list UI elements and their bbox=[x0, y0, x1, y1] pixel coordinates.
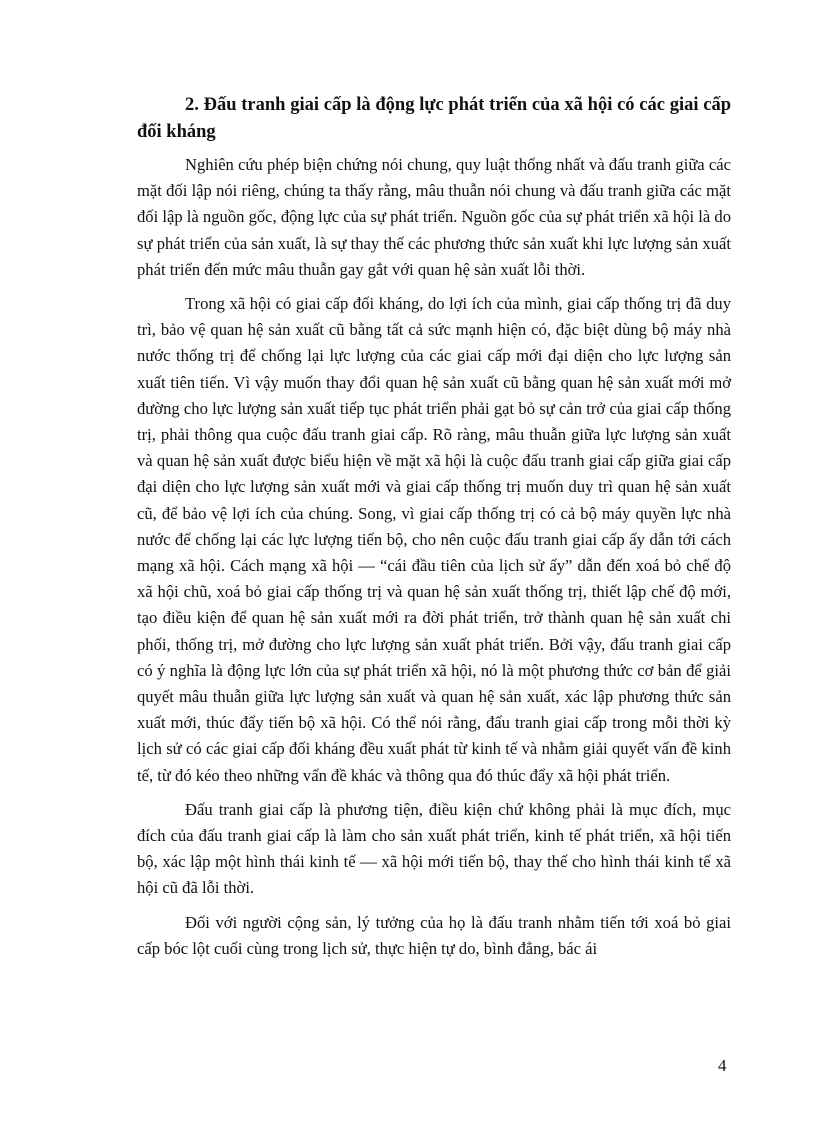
paragraph-1: Nghiên cứu phép biện chứng nói chung, quy luật thống nhất và đấu tranh giữa các mặt đối lập nói riêng, chúng ta thấy rằng, mâu thuẫn nói chung và đấu tranh giữa các mặt đối lập là nguồn gốc, động lực của sự phát triển. Nguồn gốc của sự phát triển xã hội là do sự phát triển của sản xuất, là sự thay thế các phương thức sản xuất khi lực lượng sản xuất phát triển đến mức mâu thuẫn gay gắt với quan hệ sản xuất lỗi thời. bbox=[137, 155, 731, 279]
paragraph-3: Đấu tranh giai cấp là phương tiện, điều kiện chứ không phải là mục đích, mục đích của đấu tranh giai cấp là làm cho sản xuất phát triển, kinh tế phát triển, xã hội tiến bộ, xác lập một hình thái kinh tế — xã hội mới tiến bộ, thay thế cho hình thái kinh tế xã hội cũ đã lỗi thời. bbox=[137, 799, 731, 898]
section-heading: 2. Đấu tranh giai cấp là động lực phát triển của xã hội có các giai cấp đối kháng bbox=[137, 95, 731, 142]
page-number: 4 bbox=[718, 1056, 727, 1075]
paragraph-4: Đối với người cộng sản, lý tưởng của họ là đấu tranh nhằm tiến tới xoá bỏ giai cấp bóc lột cuối cùng trong lịch sử, thực hiện tự do, bình đẳng, bác ái bbox=[137, 912, 731, 958]
paragraph-2: Trong xã hội có giai cấp đối kháng, do lợi ích của mình, giai cấp thống trị đã duy trì, bảo vệ quan hệ sản xuất cũ bằng tất cả sức mạnh hiện có, đặc biệt dùng bộ máy nhà nước thống trị để chống lại lực lượng của các giai cấp mới đại diện cho lực lượng sản xuất tiên tiến. Vì vậy muốn thay đổi quan hệ sản xuất cũ bằng quan hệ sản xuất mới mở đường cho lực lượng sản xuất tiếp tục phát triển phải gạt bỏ sự cản trở của giai cấp thống trị, phải thông qua cuộc đấu tranh giai cấp. Rõ ràng, mâu thuẫn giữa lực lượng sản xuất và quan hệ sản xuất được biểu hiện về mặt xã hội là cuộc đấu tranh giai cấp giữa giai cấp đại diện cho lực lượng sản xuất mới và giai cấp thống trị muốn duy trì quan hệ sản xuất cũ, để bảo vệ lợi ích của chúng. Song, vì giai cấp thống trị có cả bộ máy quyền lực nhà nước để chống lại các lực lượng tiến bộ, cho nên cuộc đấu tranh giai cấp ấy dẫn tới cách mạng xã hội. Cách mạng xã hội — “cái đầu tiên của lịch sử ấy” dẫn đến xoá bỏ chế độ xã hội chũ, xoá bỏ giai cấp thống trị và quan hệ sản xuất thống trị, thiết lập chế độ mới, tạo điều kiện để quan hệ sản xuất mới ra đời phát triển, trở thành quan hệ sản xuất chi phối, thống trị, mở đường cho lực lượng sản xuất phát triển. Bởi vậy, đấu tranh giai cấp có ý nghĩa là động lực lớn của sự phát triển xã hội, nó là một phương thức cơ bản để giải quyết mâu thuẫn giữa lực lượng sản xuất và quan hệ sản xuất, xác lập phương thức sản xuất mới, thúc đẩy tiến bộ xã hội. Có thể nói rằng, đấu tranh giai cấp trong mỗi thời kỳ lịch sử có các giai cấp đối kháng đều xuất phát từ kinh tế và nhằm giải quyết vấn đề kinh tế, từ đó kéo theo những vấn đề khác và thông qua đó thúc đẩy xã hội phát triển. bbox=[137, 294, 731, 785]
page-content bbox=[137, 92, 731, 970]
